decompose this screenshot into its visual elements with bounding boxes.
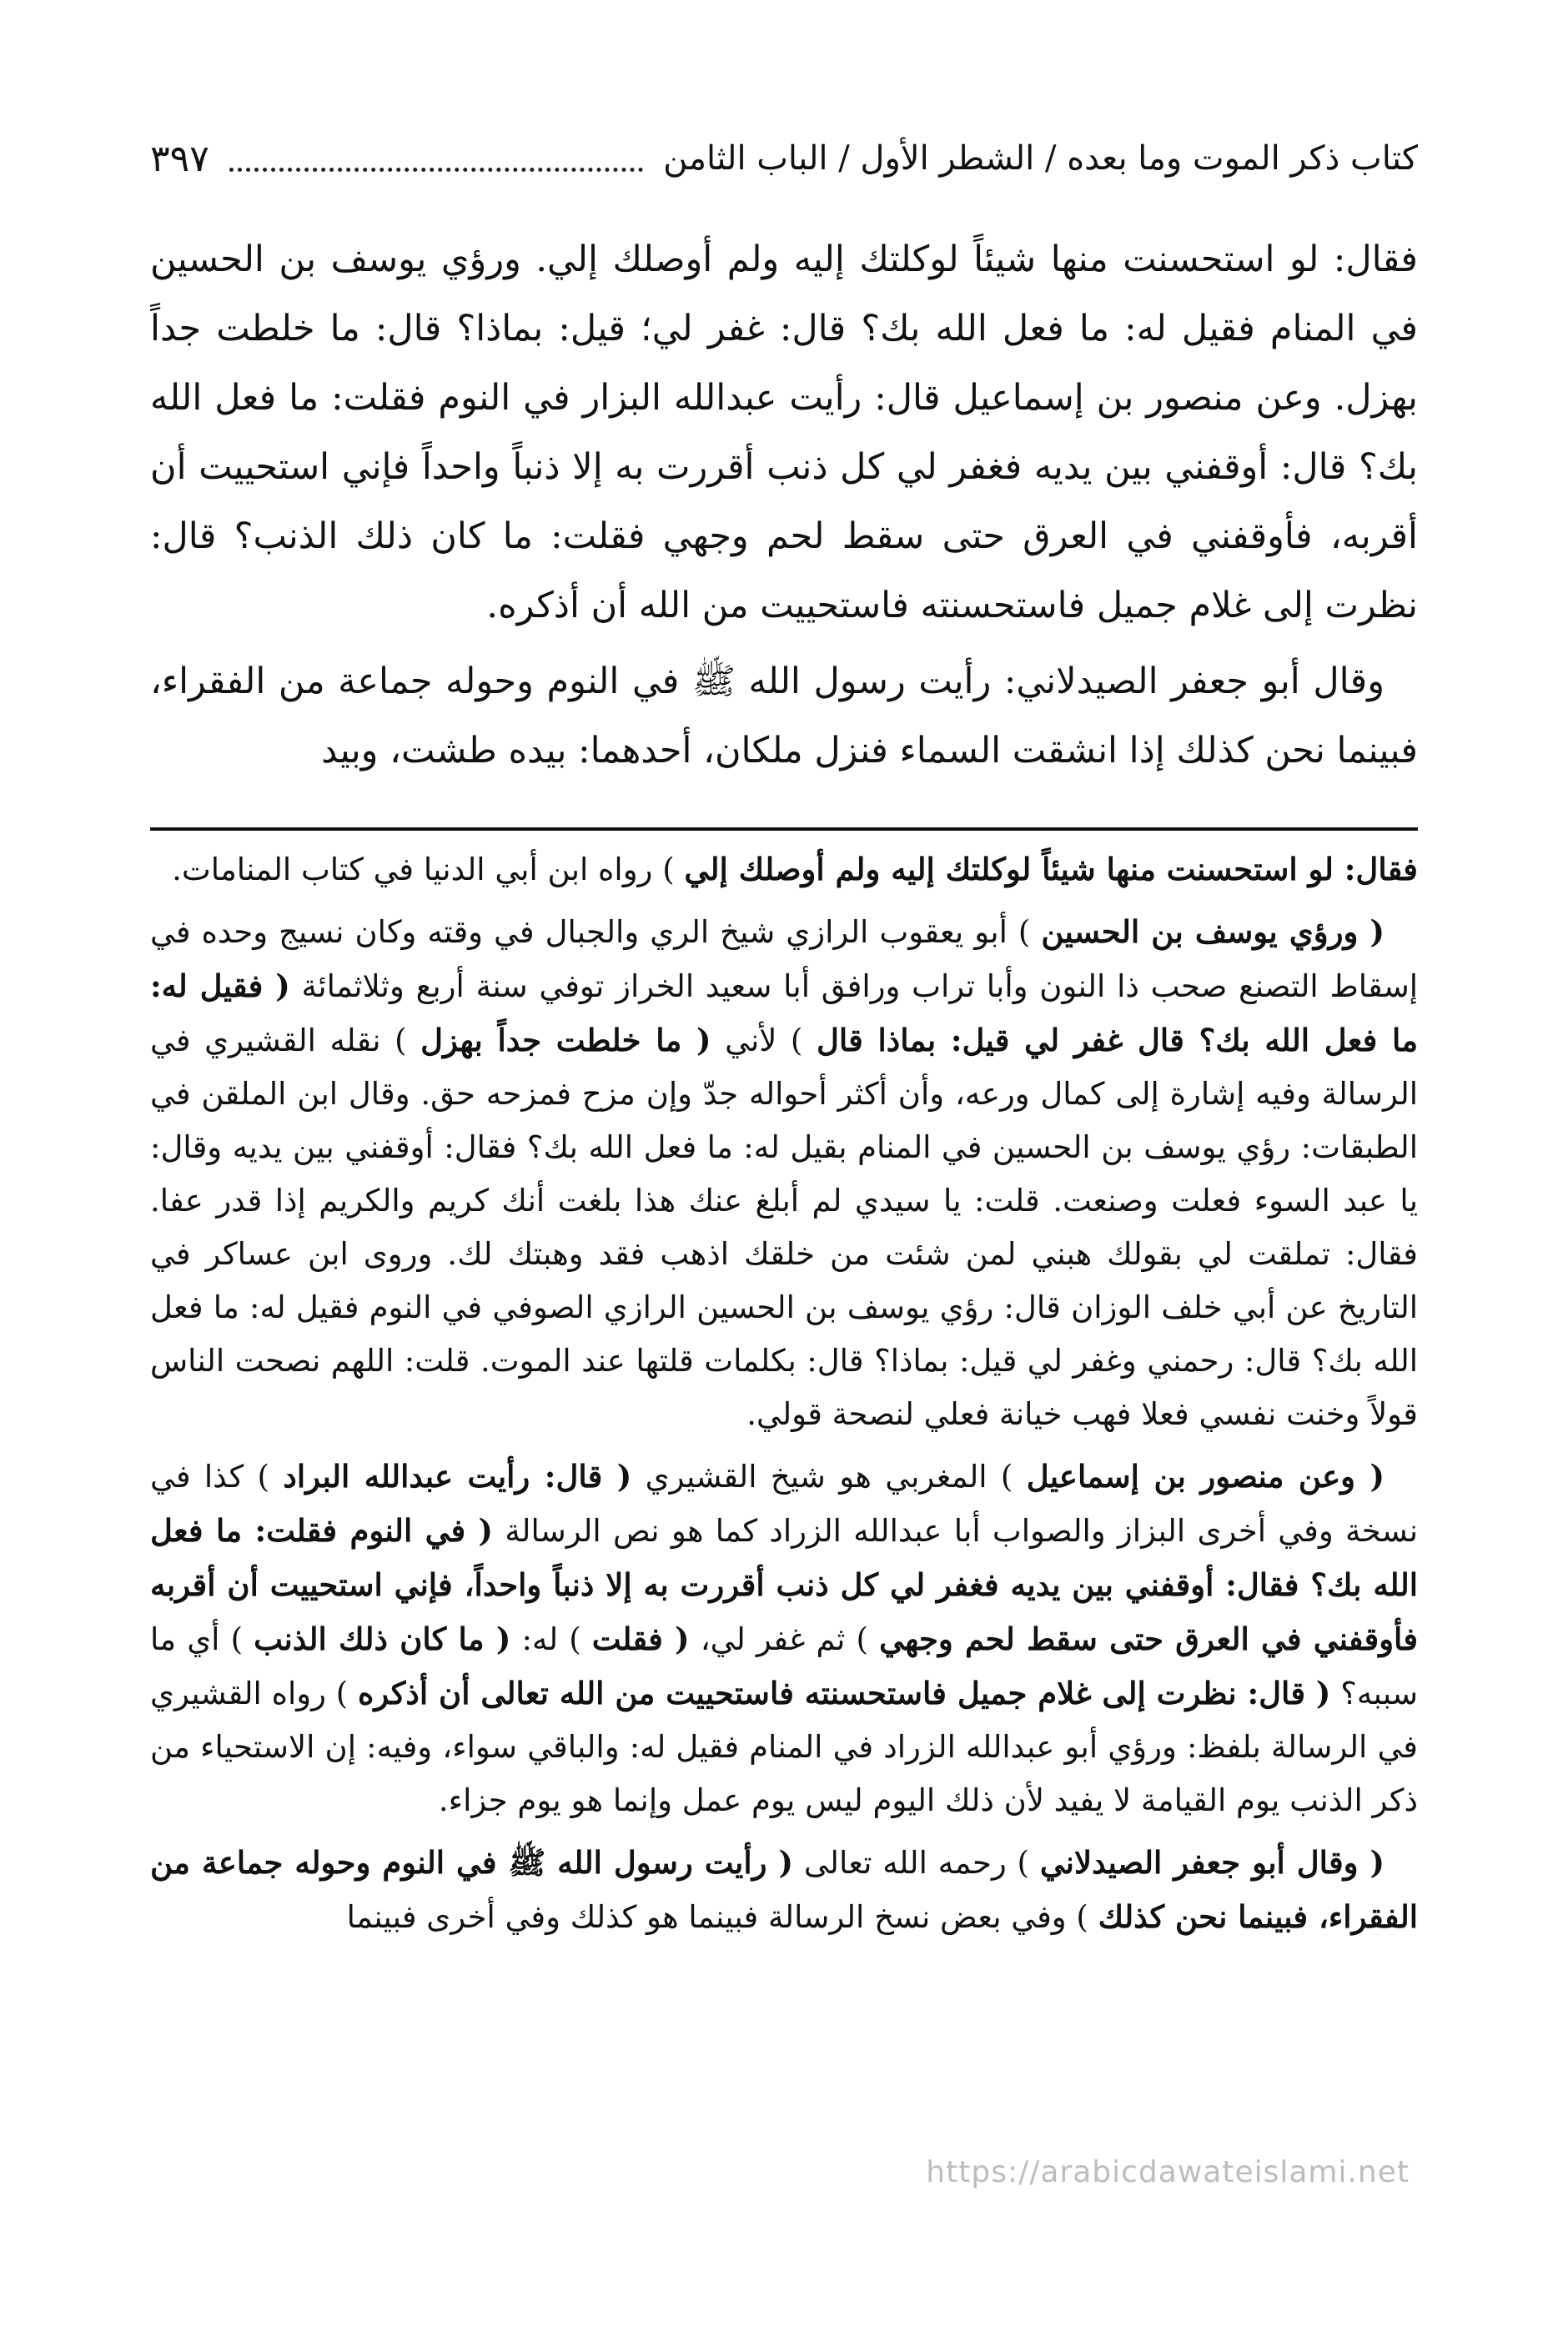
commentary-text: ) رحمه الله تعالى xyxy=(803,1845,1029,1881)
commentary-text: ) ثم غفر لي، xyxy=(700,1621,868,1657)
main-paragraph: وقال أبو جعفر الصيدلاني: رأيت رسول الله ﷺ في النوم وحوله جماعة من الفقراء، فبينما نحن كذلك إذا انشقت السماء فنزل ملكان، أحدهما: بيده طشت، وبيد xyxy=(150,661,1418,771)
quoted-text: ( ورؤي يوسف بن الحسين xyxy=(1041,913,1385,950)
quoted-text: ( فقيل له: ما فعل الله بك؟ قال غفر لي قيل: بماذا قال xyxy=(150,967,1419,1058)
quoted-text: ( قال: رأيت عبدالله البراد xyxy=(283,1458,632,1495)
quoted-text: فقال: لو استحسنت منها شيئاً لوكلتك إليه ولم أوصلك إلي xyxy=(684,851,1418,887)
commentary-text: ) كذا في نسخة وفي أخرى البزاز والصواب أبا عبدالله الزراد كما هو نص الرسالة xyxy=(150,1459,1418,1549)
main-text xyxy=(150,225,1418,786)
commentary-text: ) وفي بعض نسخ الرسالة فبينما هو كذلك وفي أخرى فبينما xyxy=(346,1899,1088,1935)
commentary-text: ) المغربي هو شيخ القشيري xyxy=(645,1459,1013,1495)
commentary-text: ) له: xyxy=(521,1621,581,1657)
quoted-text: ( في النوم فقلت: ما فعل الله بك؟ فقال: أوقفني بين يديه فغفر لي كل ذنب أقررت به إلا ذنباً واحداً، فإني استحييت أن أقربه فأوقفني في العرق حتى سقط لحم وجهي xyxy=(150,1512,1419,1657)
watermark-url: https://arabicdawateislami.net xyxy=(926,2155,1410,2189)
commentary-paragraph xyxy=(150,1836,1418,1944)
commentary-text: ) رواه ابن أبي الدنيا في كتاب المنامات. xyxy=(172,852,675,887)
commentary-text: ) أي ما سببه؟ xyxy=(150,1621,1419,1711)
page-header xyxy=(150,125,1418,192)
commentary-text: ) نقله القشيري في الرسالة وفيه إشارة إلى كمال ورعه، وأن أكثر أحواله جدّ وإن مزح فمزحه حق. وقال ابن الملقن في الطبقات: رؤي يوسف بن الحسين في المنام بقيل له: ما فعل الله بك؟ فقال: أوقفني بين يديه وقال: يا عبد السوء فعلت وصنعت. قلت: يا سيدي لم أبلغ عنك هذا بلغت أنك كريم والكريم إذا قدر عفا. فقال: تملقت لي بقولك هبني لمن شئت من خلقك اذهب فقد وهبتك لك. وروى ابن عساكر في التاريخ عن أبي خلف الوزان قال: رؤي يوسف بن الحسين الرازي الصوفي في النوم فقيل له: ما فعل الله بك؟ قال: رحمني وغفر لي قيل: بماذا؟ قال: بكلمات قلتها عند الموت. قلت: اللهم نصحت الناس قولاً وخنت نفسي فعلا فهب خيانة فعلي لنصحة قولي. xyxy=(150,1023,1418,1432)
main-paragraph: فقال: لو استحسنت منها شيئاً لوكلتك إليه ولم أوصلك إلي. ورؤي يوسف بن الحسين في المنام فقيل له: ما فعل الله بك؟ قال: غفر لي؛ قيل: بماذا؟ قال: ما خلطت جداً بهزل. وعن منصور بن إسماعيل قال: رأيت عبدالله البزار في النوم فقلت: ما فعل الله بك؟ قال: أوقفني بين يديه فغفر لي كل ذنب أقررت به إلا ذنباً واحداً فإني استحييت أن أقربه، فأوقفني في العرق حتى سقط لحم وجهي فقلت: ما كان ذلك الذنب؟ قال: نظرت إلى غلام جميل فاستحسنته فاستحييت من الله أن أذكره. xyxy=(150,239,1418,626)
commentary-paragraph xyxy=(150,905,1418,1441)
running-title: كتاب ذكر الموت وما بعده / الشطر الأول / الباب الثامن xyxy=(663,139,1418,178)
commentary-paragraph xyxy=(150,1450,1418,1827)
page-number: ٣٩٧ xyxy=(150,137,209,180)
quoted-text: ( رأيت رسول الله ﷺ في النوم وحوله جماعة من الفقراء، فبينما نحن كذلك xyxy=(150,1844,1418,1935)
quoted-text: ( وعن منصور بن إسماعيل xyxy=(1026,1458,1385,1495)
commentary xyxy=(150,842,1418,1944)
commentary-text: ) رواه القشيري في الرسالة بلفظ: ورؤي أبو عبدالله الزراد في المنام فقيل له: والباقي سواء، وفيه: إن الاستحياء من ذكر الذنب يوم القيامة لا يفيد لأن ذلك اليوم ليس يوم عمل وإنما هو يوم جزاء. xyxy=(150,1676,1418,1818)
footnote-divider xyxy=(150,827,1418,831)
leader-dots xyxy=(229,163,643,172)
commentary-paragraph xyxy=(150,842,1418,897)
commentary-text: ) أبو يعقوب الرازي شيخ الري والجبال في وقته وكان نسيج وحده في إسقاط التصنع صحب ذا النون وأبا تراب ورافق أبا سعيد الخراز توفي سنة أربع وثلاثمائة xyxy=(150,914,1418,1004)
quoted-text: ( وقال أبو جعفر الصيدلاني xyxy=(1039,1844,1385,1881)
quoted-text: ( فقلت xyxy=(591,1621,690,1657)
quoted-text: ( قال: نظرت إلى غلام جميل فاستحسنته فاستحييت من الله تعالى أن أذكره xyxy=(357,1675,1331,1711)
commentary-text: ) لأني xyxy=(725,1023,803,1058)
quoted-text: ( ما خلطت جداً بهزل xyxy=(420,1022,711,1058)
quoted-text: ( ما كان ذلك الذنب xyxy=(254,1621,511,1657)
